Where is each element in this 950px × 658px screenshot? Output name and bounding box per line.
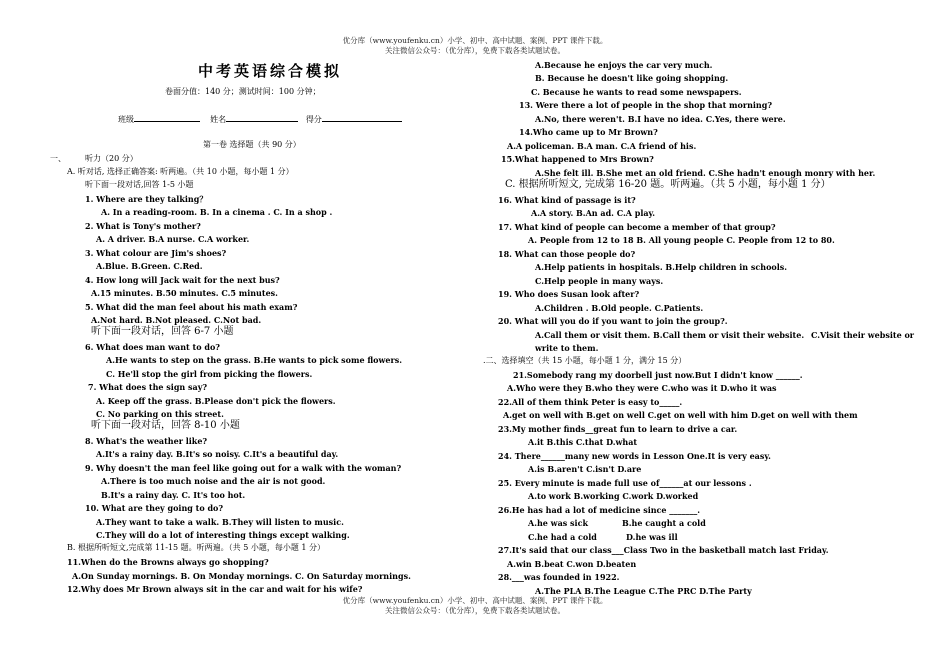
options-22: A.get on well with B.get on well C.get on well with him D.get on well with them [503, 410, 858, 420]
options-14: A.A policeman. B.A man. C.A friend of his. [507, 141, 697, 151]
exam-info: 卷面分值：140 分；测试时间：100 分钟； [165, 87, 321, 96]
options-26-c: C.he had a cold [528, 532, 597, 542]
section-c-heading: C. 根据所听短文, 完成第 16-20 题。听两遍。（共 5 小题，每小题 1 分） [505, 179, 831, 190]
student-fields [118, 113, 402, 125]
options-2: A. A driver. B.A nurse. C.A worker. [96, 234, 250, 244]
question-20: 20. What will you do if you want to join the group?. [498, 316, 728, 326]
question-25: 25. Every minute is made full use of______at our lessons . [498, 478, 752, 488]
options-23: A.it B.this C.that D.what [528, 437, 638, 447]
page-footer [0, 596, 950, 616]
exam-title: 中考英语综合模拟 [198, 62, 343, 80]
name-label: 姓名 [210, 115, 227, 124]
options-28: A.The PLA B.The League C.The PRC D.The Party [535, 586, 752, 596]
section-one-heading: 听力（20 分） [85, 154, 138, 163]
section-b-heading: B. 根据所听短文,完成第 11-15 题。听两遍。（共 5 小题，每小题 1 分） [67, 543, 326, 552]
options-21: A.Who were they B.who they were C.who was it D.who it was [507, 383, 777, 393]
note-6-7: 听下面一段对话，回答 6-7 小题 [91, 326, 234, 337]
question-3: 3. What colour are Jim's shoes? [85, 248, 227, 258]
options-5: A.Not hard. B.Not pleased. C.Not bad. [91, 315, 262, 325]
options-12-c: C. Because he wants to read some newspapers. [531, 87, 742, 97]
header-line-1: 优分库（www.youfenku.cn）小学、初中、高中试题、案例、PPT 课件下载。 [342, 36, 608, 45]
class-blank[interactable] [134, 113, 200, 122]
question-27: 27.It's said that our class___Class Two in the basketball match last Friday. [498, 545, 829, 555]
options-12-a: A.Because he enjoys the car very much. [535, 60, 713, 70]
options-20-ab: A.Call them or visit them. B.Call them or visit their website. [535, 330, 805, 340]
options-26-a: A.he was sick [528, 518, 588, 528]
footer-line-2: 关注微信公众号：（优分库），免费下载各类试题试卷。 [385, 606, 565, 615]
header-line-2: 关注微信公众号：（优分库），免费下载各类试题试卷。 [385, 46, 565, 55]
question-2: 2. What is Tony's mother? [85, 221, 201, 231]
section-a-heading: A. 听对话, 选择正确答案: 听两遍。（共 10 小题，每小题 1 分） [67, 167, 294, 176]
section-one-number: 一、 [50, 154, 66, 163]
name-blank[interactable] [226, 113, 298, 122]
options-12-b: B. Because he doesn't like going shopping. [535, 73, 729, 83]
section-two-heading: .二、选择填空（共 15 小题，每小题 1 分，满分 15 分） [483, 356, 687, 365]
question-18: 18. What can those people do? [498, 249, 636, 259]
footer-line-1: 优分库（www.youfenku.cn）小学、初中、高中试题、案例、PPT 课件下载。 [342, 596, 608, 605]
question-10: 10. What are they going to do? [85, 503, 224, 513]
question-4: 4. How long will Jack wait for the next bus? [85, 275, 280, 285]
options-13: A.No, there weren't. B.I have no idea. C.Yes, there were. [535, 114, 786, 124]
options-20-c: C.Visit their website or [811, 330, 915, 340]
question-19: 19. Who does Susan look after? [498, 289, 640, 299]
part-one-heading: 第一卷 选择题（共 90 分） [203, 140, 301, 149]
question-17: 17. What kind of people can become a member of that group? [498, 222, 776, 232]
options-11: A.On Sunday mornings. B. On Monday mornings. C. On Saturday mornings. [72, 571, 411, 581]
options-17: A. People from 12 to 18 B. All young people C. People from 12 to 80. [528, 235, 835, 245]
options-7-c: C. No parking on this street. [96, 409, 224, 419]
note-1-5: 听下面一段对话,回答 1-5 小题 [85, 180, 194, 189]
options-1: A. In a reading-room. B. In a cinema . C. In a shop . [101, 207, 333, 217]
question-15: 15.What happened to Mrs Brown? [501, 154, 654, 164]
question-8: 8. What's the weather like? [85, 436, 208, 446]
question-16: 16. What kind of passage is it? [498, 195, 636, 205]
question-11: 11.When do the Browns always go shopping? [67, 557, 269, 567]
question-9: 9. Why doesn't the man feel like going out for a walk with the woman? [85, 463, 402, 473]
options-25: A.to work B.working C.work D.worked [528, 491, 699, 501]
question-21: 21.Somebody rang my doorbell just now.But I didn't know ______. [513, 370, 803, 380]
options-16: A.A story. B.An ad. C.A play. [531, 208, 656, 218]
question-13: 13. Were there a lot of people in the shop that morning? [519, 100, 773, 110]
score-label: 得分 [305, 115, 322, 124]
note-8-10: 听下面一段对话，回答 8-10 小题 [91, 420, 240, 431]
options-10-ab: A.They want to take a walk. B.They will listen to music. [96, 517, 344, 527]
options-7-ab: A. Keep off the grass. B.Please don't pick the flowers. [96, 396, 336, 406]
options-8: A.It's a rainy day. B.It's so noisy. C.It's a beautiful day. [96, 449, 339, 459]
question-5: 5. What did the man feel about his math exam? [85, 302, 298, 312]
question-26: 26.He has had a lot of medicine since _______. [498, 505, 701, 515]
score-blank[interactable] [322, 113, 402, 122]
options-6-c: C. He'll stop the girl from picking the flowers. [106, 369, 313, 379]
question-23: 23.My mother finds__great fun to learn to drive a car. [498, 424, 738, 434]
question-1: 1. Where are they talking？ [85, 194, 208, 204]
options-9-bc: B.It's a rainy day. C. It's too hot. [101, 490, 246, 500]
options-26-d: D.he was ill [626, 532, 678, 542]
options-9-a: A.There is too much noise and the air is not good. [101, 476, 326, 486]
options-27: A.win B.beat C.won D.beaten [507, 559, 637, 569]
options-6-ab: A.He wants to step on the grass. B.He wants to pick some flowers. [106, 355, 402, 365]
options-15: A.She felt ill. B.She met an old friend. C.She hadn't enough monry with her. [535, 168, 876, 178]
options-24: A.is B.aren't C.isn't D.are [528, 464, 642, 474]
question-28: 28.___was founded in 1922. [498, 572, 620, 582]
options-18-ab: A.Help patients in hospitals. B.Help children in schools. [535, 262, 788, 272]
options-18-c: C.Help people in many ways. [535, 276, 664, 286]
question-22: 22.All of them think Peter is easy to_____. [498, 397, 683, 407]
question-24: 24. There______many new words in Lesson One.It is very easy. [498, 451, 771, 461]
options-10-c: C.They will do a lot of interesting things except walking. [96, 530, 350, 540]
question-7: 7. What does the sign say? [88, 382, 208, 392]
class-label: 班级 [118, 115, 134, 124]
question-6: 6. What does man want to do? [85, 342, 220, 352]
options-26-b: B.he caught a cold [622, 518, 706, 528]
question-14: 14.Who came up to Mr Brown? [519, 127, 658, 137]
options-3: A.Blue. B.Green. C.Red. [96, 261, 203, 271]
question-12: 12.Why does Mr Brown always sit in the car and wait for his wife? [67, 584, 363, 594]
options-4: A.15 minutes. B.50 minutes. C.5 minutes. [91, 288, 278, 298]
page-header [0, 36, 950, 56]
options-19: A.Children . B.Old people. C.Patients. [535, 303, 704, 313]
options-20-c-cont: write to them. [535, 343, 599, 353]
